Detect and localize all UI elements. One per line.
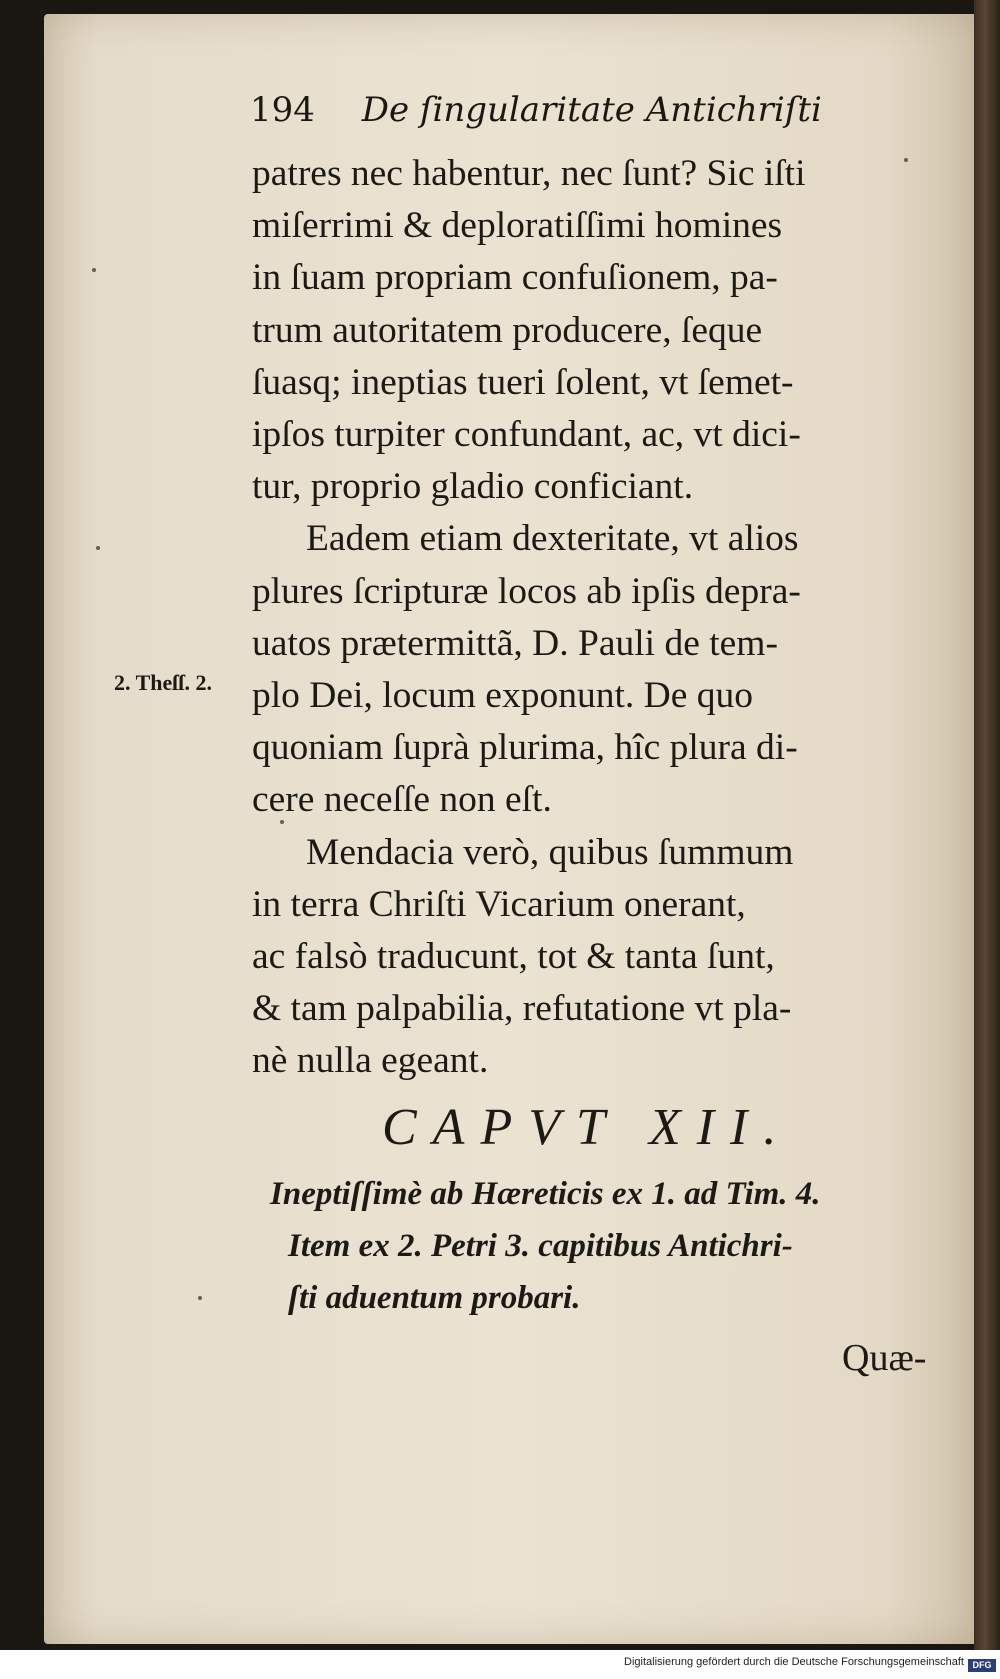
text-line: miſerrimi & deploratiſſimi homines [252, 205, 783, 247]
paper-speck [198, 1296, 202, 1300]
text-line: & tam palpabilia, refutatione vt pla- [252, 988, 792, 1030]
margin-note: 2. Theſſ. 2. [114, 670, 213, 695]
summary-line: ſti aduentum probari. [288, 1280, 581, 1316]
text-line: ac falsò traducunt, tot & tanta ſunt, [252, 936, 775, 978]
paper-speck [96, 546, 100, 550]
text-line: tur, proprio gladio conficiant. [252, 466, 694, 508]
dfg-logo-icon: DFG [968, 1659, 996, 1672]
text-line: trum autoritatem producere, ſeque [252, 309, 763, 351]
page-number: 194 [250, 90, 315, 130]
text-line: cere neceſſe non eſt. [252, 779, 552, 821]
digitization-footer [0, 1656, 1000, 1676]
text-line: ſuasq; ineptias tueri ſolent, vt ſemet- [252, 361, 794, 403]
text-line: Eadem etiam dexteritate, vt alios [306, 518, 799, 560]
text-line: in ſuam propriam confuſionem, pa- [252, 257, 778, 299]
footer-credit: Digitalisierung gefördert durch die Deutsche Forschungsgemeinschaft [624, 1656, 964, 1668]
summary-line: Ineptiſſimè ab Hæreticis ex 1. ad Tim. 4. [270, 1176, 821, 1212]
text-line: uatos prætermittã, D. Pauli de tem- [252, 622, 778, 664]
chapter-heading: CAPVT XII. [382, 1099, 793, 1156]
body-text [252, 148, 932, 1088]
text-line: in terra Chriſti Vicarium onerant, [252, 883, 746, 925]
text-line: plures ſcripturæ locos ab ipſis depra- [252, 570, 801, 612]
summary-line: Item ex 2. Petri 3. capitibus Antichri- [288, 1228, 793, 1264]
text-line: quoniam ſuprà plurima, hîc plura di- [252, 727, 798, 769]
text-line: ipſos turpiter confundant, ac, vt dici- [252, 414, 801, 456]
catchword: Quæ- [842, 1337, 927, 1379]
running-head [250, 90, 822, 130]
text-line: Mendacia verò, quibus ſummum [306, 831, 794, 873]
paper-speck [92, 268, 96, 272]
book-spine [974, 0, 1000, 1650]
chapter-summary [270, 1168, 950, 1324]
text-line: plo Dei, locum exponunt. De quo [252, 675, 753, 717]
running-title: De ſingularitate Antichriſti [361, 90, 822, 130]
text-line: patres nec habentur, nec ſunt? Sic iſti [252, 153, 806, 194]
text-line: nè nulla egeant. [252, 1040, 489, 1082]
